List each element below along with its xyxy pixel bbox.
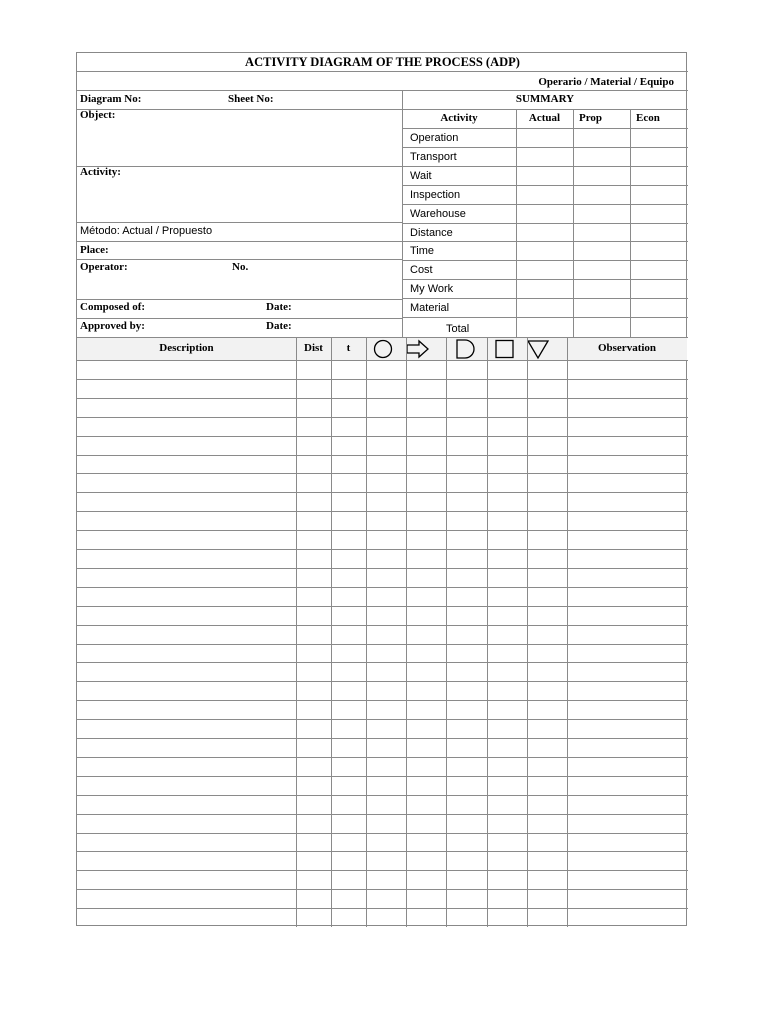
summary-row-transport: Transport <box>410 150 457 163</box>
table-row[interactable] <box>77 455 687 474</box>
table-row[interactable] <box>77 473 687 492</box>
table-row[interactable] <box>77 851 687 870</box>
summary-row-my-work: My Work <box>410 283 454 296</box>
symbol-headers <box>366 337 567 360</box>
table-row[interactable] <box>77 549 687 568</box>
table-row[interactable] <box>77 719 687 738</box>
summary-total-label: Total <box>446 323 470 335</box>
operation-circle-icon <box>375 341 392 358</box>
table-row[interactable] <box>77 814 687 833</box>
activity-label: Activity: <box>80 166 121 178</box>
operator-label: Operator: <box>80 261 128 273</box>
summary-row-wait: Wait <box>410 169 432 182</box>
table-row[interactable] <box>77 833 687 852</box>
summary-row-time: Time <box>410 245 435 258</box>
summary-row-distance: Distance <box>410 226 453 239</box>
summary-row-material: Material <box>410 302 450 315</box>
summary-row-warehouse: Warehouse <box>410 207 466 220</box>
table-row[interactable] <box>77 738 687 757</box>
transport-arrow-icon <box>407 341 428 357</box>
table-row[interactable] <box>77 398 687 417</box>
table-row[interactable] <box>77 417 687 436</box>
table-row[interactable] <box>77 776 687 795</box>
table-row[interactable] <box>77 379 687 398</box>
delay-d-icon <box>457 340 474 358</box>
summary-row-cost: Cost <box>410 264 433 277</box>
sheet-no-label: Sheet No: <box>228 93 274 105</box>
place-label: Place: <box>80 244 109 256</box>
table-row[interactable] <box>77 436 687 455</box>
approved-label: Approved by: <box>80 320 145 332</box>
composed-date-label: Date: <box>266 301 292 313</box>
method-label: Método: Actual / Propuesto <box>80 225 213 237</box>
table-row[interactable] <box>77 889 687 908</box>
composed-label: Composed of: <box>80 301 146 313</box>
table-row[interactable] <box>77 587 687 606</box>
approved-date-label: Date: <box>266 320 292 332</box>
table-row[interactable] <box>77 908 687 927</box>
inspection-square-icon <box>496 341 513 358</box>
operator-number-label: No. <box>232 261 249 273</box>
header-dist: Dist <box>304 342 323 354</box>
summary-col-actual: Actual <box>528 112 561 124</box>
header-description: Description <box>159 342 214 354</box>
table-row[interactable] <box>77 530 687 549</box>
process-activity-form <box>76 52 687 926</box>
table-row[interactable] <box>77 606 687 625</box>
table-row[interactable] <box>77 795 687 814</box>
table-row[interactable] <box>77 360 687 379</box>
storage-triangle-icon <box>528 341 548 358</box>
form-subtitle: Operario / Material / Equipo <box>538 76 674 88</box>
header-t: t <box>346 342 351 354</box>
summary-col-activity: Activity <box>440 112 478 124</box>
summary-row-operation: Operation <box>410 132 459 144</box>
header-observation: Observation <box>597 342 657 354</box>
table-row[interactable] <box>77 511 687 530</box>
summary-title: SUMMARY <box>515 93 575 105</box>
summary-row-inspection: Inspection <box>410 188 461 201</box>
table-row[interactable] <box>77 681 687 700</box>
table-row[interactable] <box>77 625 687 644</box>
table-row[interactable] <box>77 644 687 663</box>
object-label: Object: <box>80 109 116 121</box>
table-row[interactable] <box>77 662 687 681</box>
table-row[interactable] <box>77 492 687 511</box>
form-title: ACTIVITY DIAGRAM OF THE PROCESS (ADP) <box>245 55 520 69</box>
diagram-no-label: Diagram No: <box>80 93 142 105</box>
table-row[interactable] <box>77 870 687 889</box>
summary-col-prop: Prop <box>579 112 603 124</box>
summary-col-econ: Econ <box>636 112 660 124</box>
table-row[interactable] <box>77 757 687 776</box>
table-row[interactable] <box>77 700 687 719</box>
table-row[interactable] <box>77 568 687 587</box>
